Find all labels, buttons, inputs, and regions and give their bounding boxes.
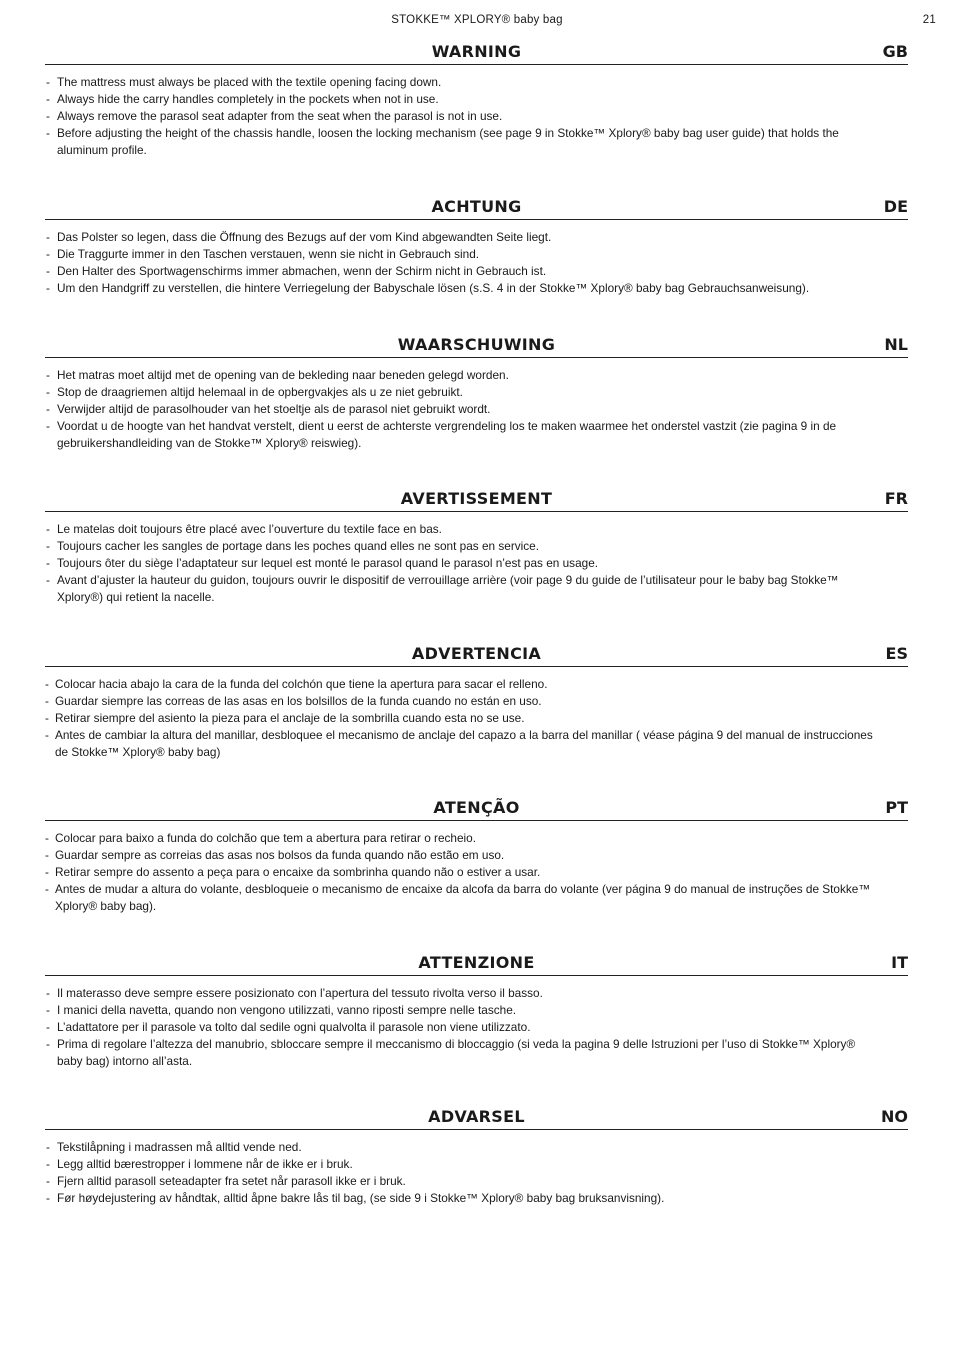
language-code: NO bbox=[881, 1107, 908, 1126]
list-item: - Voordat u de hoogte van het handvat verstelt, dient u eerst de achterste vergrendeling los te maken waarmee het onderstel vastzit (zie pagina 9 in de gebruikershandleiding van de Stokke™ Xplory® reiswieg). bbox=[45, 418, 908, 452]
list-item: - Um den Handgriff zu verstellen, die hintere Verriegelung der Babyschale lösen (s.S. 4 in der Stokke™ Xplory® baby bag Gebrauchsanweisung). bbox=[45, 280, 908, 297]
list-item: - Colocar para baixo a funda do colchão que tem a abertura para retirar o recheio. bbox=[45, 830, 908, 847]
list-item: - Het matras moet altijd met de opening van de bekleding naar beneden gelegd worden. bbox=[45, 367, 908, 384]
section-heading: ADVARSEL bbox=[428, 1107, 525, 1126]
document-title: STOKKE™ XPLORY® baby bag bbox=[391, 14, 563, 26]
language-code: IT bbox=[891, 953, 908, 972]
list-item: - I manici della navetta, quando non vengono utilizzati, vanno riposti sempre nelle tasche. bbox=[45, 1002, 908, 1019]
section-it bbox=[45, 951, 908, 1070]
section-header bbox=[45, 642, 908, 667]
page-header bbox=[0, 14, 954, 32]
list-item: - Le matelas doit toujours être placé avec l’ouverture du textile face en bas. bbox=[45, 521, 908, 538]
list-item: - The mattress must always be placed with the textile opening facing down. bbox=[45, 74, 908, 91]
list-item: - Fjern alltid parasoll seteadapter fra setet når parasoll ikke er i bruk. bbox=[45, 1173, 908, 1190]
section-pt bbox=[45, 796, 908, 915]
section-header bbox=[45, 1105, 908, 1130]
language-code: NL bbox=[884, 335, 908, 354]
warning-list bbox=[45, 229, 908, 297]
list-item: - Retirar siempre del asiento la pieza para el anclaje de la sombrilla cuando esta no se use. bbox=[45, 710, 908, 727]
language-code: ES bbox=[885, 644, 908, 663]
warning-list bbox=[45, 830, 908, 915]
section-no bbox=[45, 1105, 908, 1207]
section-de bbox=[45, 195, 908, 297]
list-item: - Il materasso deve sempre essere posizionato con l’apertura del tessuto rivolta verso il basso. bbox=[45, 985, 908, 1002]
list-item: - Stop de draagriemen altijd helemaal in de opbergvakjes als u ze niet gebruikt. bbox=[45, 384, 908, 401]
list-item: - Toujours ôter du siège l’adaptateur sur lequel est monté le parasol quand le parasol n’est pas en usage. bbox=[45, 555, 908, 572]
section-header bbox=[45, 951, 908, 976]
warning-list bbox=[45, 74, 908, 159]
page-number: 21 bbox=[922, 14, 936, 26]
section-header bbox=[45, 40, 908, 65]
section-header bbox=[45, 195, 908, 220]
list-item: - Legg alltid bærestropper i lommene når de ikke er i bruk. bbox=[45, 1156, 908, 1173]
list-item: - Always remove the parasol seat adapter from the seat when the parasol is not in use. bbox=[45, 108, 908, 125]
list-item: - Always hide the carry handles completely in the pockets when not in use. bbox=[45, 91, 908, 108]
list-item: - Antes de mudar a altura do volante, desbloqueie o mecanismo de encaixe da alcofa da barra do volante (ver página 9 do manual de instruções de Stokke™ Xplory® baby bag). bbox=[45, 881, 908, 915]
list-item: - Guardar siempre las correas de las asas en los bolsillos de la funda cuando no están en uso. bbox=[45, 693, 908, 710]
warning-list bbox=[45, 367, 908, 452]
list-item: - Før høydejustering av håndtak, alltid åpne bakre lås til bag, (se side 9 i Stokke™ Xplory® baby bag bruksanvisning). bbox=[45, 1190, 908, 1207]
language-code: FR bbox=[884, 489, 908, 508]
list-item: - Das Polster so legen, dass die Öffnung des Bezugs auf der vom Kind abgewandten Seite liegt. bbox=[45, 229, 908, 246]
warning-list bbox=[45, 1139, 908, 1207]
language-code: DE bbox=[883, 197, 908, 216]
warning-list bbox=[45, 676, 908, 761]
list-item: - Avant d’ajuster la hauteur du guidon, toujours ouvrir le dispositif de verrouillage arrière (voir page 9 du guide de l’utilisateur pour le baby bag Stokke™ Xplory®) qui retient la nacelle. bbox=[45, 572, 908, 606]
section-fr bbox=[45, 487, 908, 606]
list-item: - Guardar sempre as correias das asas nos bolsos da funda quando não estão em uso. bbox=[45, 847, 908, 864]
section-heading: ATTENZIONE bbox=[418, 953, 535, 972]
list-item: - Prima di regolare l’altezza del manubrio, sbloccare sempre il meccanismo di bloccaggio (si veda la pagina 9 delle Istruzioni per l’uso di Stokke™ Xplory® baby bag) intorno all’asta. bbox=[45, 1036, 908, 1070]
warning-list bbox=[45, 985, 908, 1070]
list-item: - Retirar sempre do assento a peça para o encaixe da sombrinha quando não o estiver a usar. bbox=[45, 864, 908, 881]
list-item: - Verwijder altijd de parasolhouder van het stoeltje als de parasol niet gebruikt wordt. bbox=[45, 401, 908, 418]
language-code: GB bbox=[882, 42, 908, 61]
section-es bbox=[45, 642, 908, 761]
list-item: - Toujours cacher les sangles de portage dans les poches quand elles ne sont pas en service. bbox=[45, 538, 908, 555]
list-item: - Tekstilåpning i madrassen må alltid vende ned. bbox=[45, 1139, 908, 1156]
list-item: - L’adattatore per il parasole va tolto dal sedile ogni qualvolta il parasole non viene utilizzato. bbox=[45, 1019, 908, 1036]
section-heading: WAARSCHUWING bbox=[397, 335, 556, 354]
list-item: - Before adjusting the height of the chassis handle, loosen the locking mechanism (see page 9 in Stokke™ Xplory® baby bag user guide) that holds the aluminum profile. bbox=[45, 125, 908, 159]
warning-list bbox=[45, 521, 908, 606]
section-heading: AVERTISSEMENT bbox=[400, 489, 553, 508]
section-heading: ATENÇÃO bbox=[433, 798, 520, 817]
section-heading: WARNING bbox=[431, 42, 522, 61]
language-code: PT bbox=[885, 798, 908, 817]
section-header bbox=[45, 487, 908, 512]
list-item: - Den Halter des Sportwagenschirms immer abmachen, wenn der Schirm nicht in Gebrauch ist. bbox=[45, 263, 908, 280]
section-header bbox=[45, 333, 908, 358]
section-header bbox=[45, 796, 908, 821]
section-gb bbox=[45, 40, 908, 159]
list-item: - Colocar hacia abajo la cara de la funda del colchón que tiene la apertura para sacar el relleno. bbox=[45, 676, 908, 693]
list-item: - Antes de cambiar la altura del manillar, desbloquee el mecanismo de anclaje del capazo a la barra del manillar ( véase página 9 del manual de instrucciones de Stokke™ Xplory® baby bag) bbox=[45, 727, 908, 761]
section-heading: ADVERTENCIA bbox=[411, 644, 542, 663]
section-heading: ACHTUNG bbox=[431, 197, 522, 216]
list-item: - Die Traggurte immer in den Taschen verstauen, wenn sie nicht in Gebrauch sind. bbox=[45, 246, 908, 263]
section-nl bbox=[45, 333, 908, 452]
